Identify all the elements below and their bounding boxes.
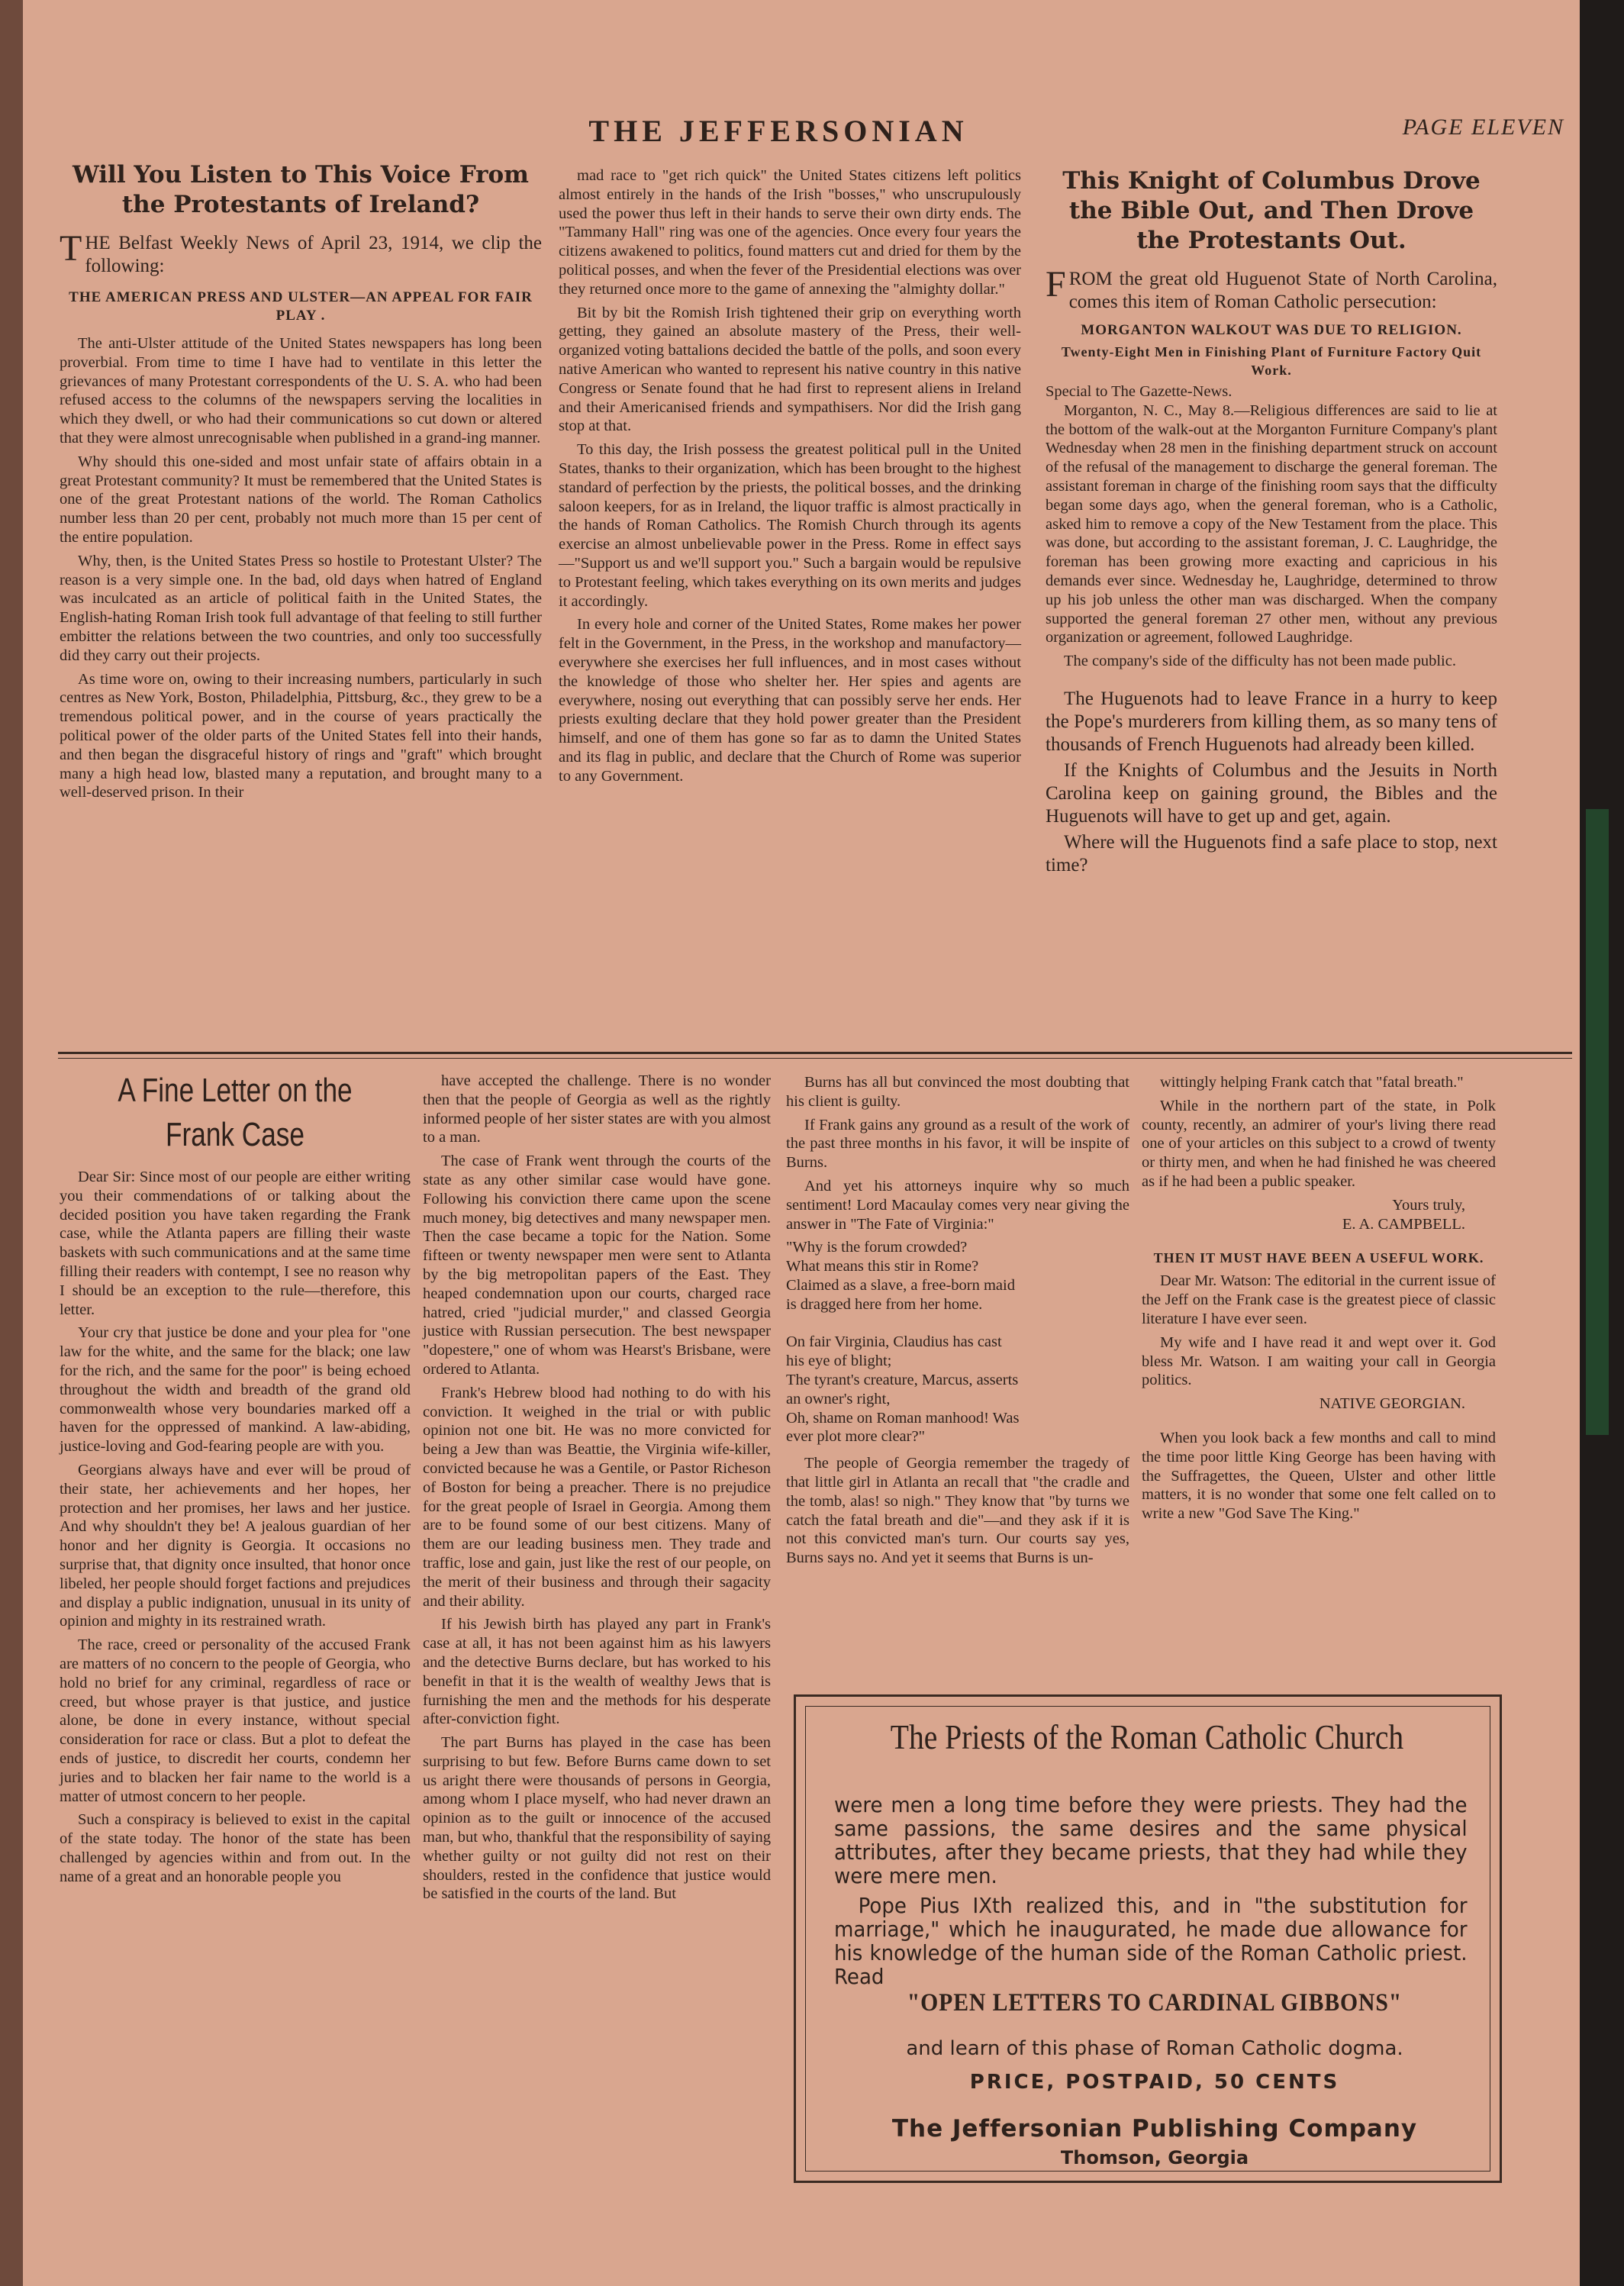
- verse-line: Claimed as a slave, a free-born maid: [786, 1276, 1015, 1294]
- article2-subhead: MORGANTON WALKOUT WAS DUE TO RELIGION.: [1081, 322, 1462, 338]
- binding-strip: [1586, 809, 1609, 1435]
- paragraph: The race, creed or personality of the accused Frank are matters of no concern to the people of Georgia, who hold no brief for any criminal, regardless of race or creed, but whose prayer is that justice, and justice alone, be done in every instance, without special consideration for race or class. But a plot to defeat the ends of justice, to discredit her courts, condemn her juries and to blacken her fair name to the world is a matter of utmost concern to her people.: [60, 1636, 411, 1805]
- paragraph: Frank's Hebrew blood had nothing to do with his conviction. It weighed in the trial or with public opinion not one bit. He was no more convicted for being a Jew than was Beattie, the Virginia wife-killer, convicted because he was a Gentile, or Pastor Richeson of Boston for being a preacher. There is no prejudice for the great people of Israel in Georgia. Among them are to be found some of our best citizens. Many of them are our leading business men. They trade and traffic, lose and gain, just like the rest of our people, on the merit of their business and through their sagacity and their ability.: [423, 1384, 771, 1610]
- paragraph: As time wore on, owing to their increasing numbers, particularly in such centres as New York, Boston, Philadelphia, Pittsburg, &c., they grew to be a tremendous political power, and in the course of years practically the political power of the older parts of the United States fell into their hands, and then began the disgraceful history of rings and "graft" which brought many a high head low, blasted many a reputation, and brought many to a well-deserved prison. In their: [60, 670, 542, 801]
- advertisement-box: [794, 1694, 1502, 2183]
- article3-col3-body: [786, 1073, 1129, 1233]
- paragraph: When you look back a few months and call to mind the time poor little King George has been having with the Suffragettes, the Queen, Ulster and other little matters, it is no wonder that some one felt called on to write a new "God Save The King.": [1142, 1429, 1496, 1523]
- page-left-edge: [0, 0, 23, 2286]
- advertisement-body: [834, 1793, 1468, 1994]
- paragraph: have accepted the challenge. There is no wonder then that the people of Georgia as well as the rightly informed people of her sister states are with you almost to a man.: [423, 1072, 771, 1146]
- paragraph: If the Knights of Columbus and the Jesuits in North Carolina keep on gaining ground, the Bibles and the Huguenots will have to get up and get, again.: [1046, 759, 1497, 827]
- advertisement-publisher: The Jeffersonian Publishing Company: [891, 2115, 1418, 2143]
- article1-subhead: THE AMERICAN PRESS AND ULSTER—AN APPEAL FOR FAIR PLAY .: [69, 289, 533, 324]
- article3-verse: [786, 1238, 1129, 1446]
- article2-column: [1046, 166, 1497, 880]
- advertisement-price: PRICE, POSTPAID, 50 CENTS: [969, 2071, 1340, 2094]
- article3-col4-end: [1142, 1429, 1496, 1523]
- article2-dateline: Special to The Gazette-News.: [1046, 383, 1232, 400]
- paragraph: If Frank gains any ground as a result of the work of the past three months in his favor, it will be inspite of Burns.: [786, 1116, 1129, 1172]
- newspaper-page: [23, 0, 1580, 2286]
- paragraph: Morganton, N. C., May 8.—Religious differences are said to lie at the bottom of the walk-out at the Morganton Furniture Company's plant Wednesday when 28 men in the finishing department struck on account of the refusal of the management to discharge the general foreman. The assistant foreman in charge of the finishing room says that the difficulty began some days ago, when the general foreman, who is a Catholic, asked him to remove a copy of the New Testament from the place. This was done, but according to the assistant foreman, J. C. Laughridge, the foreman has been growing more exacting and capricious in his demands ever since. Wednesday he, Laughridge, determined to throw up his job unless the other man was discharged. When the company supported the general foreman 27 other men, without any previous organization or agreement, followed Laughridge.: [1046, 401, 1497, 646]
- paragraph: The case of Frank went through the courts of the state as any other similar case would have gone. Following his conviction there came upon the scene much money, big detectives and many newspaper men. Then the case became a topic for the Nation. Some fifteen or twenty newspaper men were sent to Atlanta by the big metropolitan papers of the East. They heaped condemnation upon our courts, charged race hatred, cried "judicial murder," and classed Georgia justice with Russian persecution. The best newspaper "dopestere," one of whom was Hearst's Brisbane, were ordered to Atlanta.: [423, 1153, 771, 1378]
- section-divider: [58, 1052, 1572, 1054]
- article2-commentary: [1046, 688, 1497, 877]
- signature-campbell-closing: Yours truly,: [1392, 1196, 1465, 1214]
- paragraph: Georgians always have and ever will be proud of their state, her achievements and her hopes, her protection and her promises, her laws and her justice. And why shouldn't they be! A jealous guardian of her honor and her dignity is Georgia. It occasions no surprise that, that dignity once insulted, that honor once libeled, her people should forget factions and prejudices and display a public indignation, unusual in its unity of opinion and mighty in its restrained wrath.: [60, 1461, 411, 1630]
- article1-column1: [60, 160, 542, 807]
- article2-headline: This Knight of Columbus Drove the Bible Out, and Then Drove the Protestants Out.: [1062, 167, 1481, 254]
- advertisement-paragraph2: Pope Pius IXth realized this, and in "the substitution for marriage," which he inaugurated, he made due allowance for his knowledge of the human side of the Roman Catholic priest. Read: [834, 1893, 1468, 1989]
- article3-col4-body: [1142, 1073, 1496, 1191]
- article2-body: [1046, 401, 1497, 671]
- advertisement-paragraph1: were men a long time before they were priests. They had the same passions, the same desires and the same physical attributes, after they became priests, that they had while they were mere men.: [834, 1792, 1468, 1888]
- article3-col2-body: [423, 1072, 771, 1904]
- page-number: PAGE ELEVEN: [1402, 114, 1564, 140]
- article1-col2-body: [559, 166, 1021, 786]
- verse-line: is dragged here from her home.: [786, 1295, 983, 1313]
- paragraph: Why, then, is the United States Press so hostile to Protestant Ulster? The reason is a very simple one. In the bad, old days when hatred of England was inculcated as an article of political faith in the United States, the English-hating Roman Irish took full advantage of that feeling to still further embitter the relations between the two countries, and only too successfully did they carry out their projects.: [60, 552, 542, 664]
- paragraph: Burns has all but convinced the most doubting that his client is guilty.: [786, 1074, 1129, 1110]
- verse-line: his eye of blight;: [786, 1353, 892, 1370]
- verse-line: On fair Virginia, Claudius has cast: [786, 1333, 1002, 1351]
- signature-campbell: E. A. CAMPBELL.: [1342, 1215, 1465, 1233]
- verse-line: The tyrant's creature, Marcus, asserts: [786, 1371, 1019, 1388]
- article3-col1-body: [60, 1168, 411, 1886]
- paragraph: Dear Sir: Since most of our people are either writing you their commendations of or talking about the decided position you have taken regarding the Frank case, while the Atlanta papers are filling their waste baskets with such communications and at the same time filling their readers with contempt, I see no reason why I should be an exception to the rule—therefore, this letter.: [60, 1169, 411, 1318]
- verse-line: "Why is the forum crowded?: [786, 1239, 968, 1256]
- paragraph: My wife and I have read it and wept over it. God bless Mr. Watson. I am waiting your call in Georgia politics.: [1142, 1333, 1496, 1389]
- article1-column2: [559, 166, 1021, 791]
- article3-column1: [60, 1069, 411, 1891]
- paragraph: Why should this one-sided and most unfair state of affairs obtain in a great Protestant community? It must be remembered that the United States is one of the great Protestant nations of the world. The Roman Catholics number less than 20 per cent, probably not much more than 15 per cent of the entire population.: [60, 453, 542, 546]
- section-divider-thin: [58, 1058, 1572, 1059]
- signature-native-georgian: NATIVE GEORGIAN.: [1319, 1395, 1465, 1413]
- paragraph: If his Jewish birth has played any part in Frank's case at all, it has not been against him as his lawyers and the detective Burns declare, but has worked to his benefit in that it is the wealth of wealthy Jews that is furnishing the men and the methods for his desperate after-conviction fight.: [423, 1616, 771, 1728]
- article3-column2: [423, 1072, 771, 1908]
- paragraph: The people of Georgia remember the tragedy of that little girl in Atlanta an recall that "the cradle and the tomb, alas! so nigh." They know that "by turns we catch the fatal breath and die"—and they ask if it is not this convicted man's turn. Our courts say yes, Burns says no. And yet it seems that Burns is un-: [786, 1455, 1129, 1567]
- paragraph: The Huguenots had to leave France in a hurry to keep the Pope's murderers from killing them, as so many tens of thousands of French Huguenots had already been killed.: [1046, 688, 1497, 755]
- article2-subhead2: Twenty-Eight Men in Finishing Plant of Furniture Factory Quit Work.: [1061, 344, 1482, 378]
- paragraph: In every hole and corner of the United States, Rome makes her power felt in the Government, in the Press, in the workshop and manufactory—everywhere she exercises her full influences, and in most cases without the knowledge of those who shelter her. Her spies and agents are everywhere, nosing out everything that can possibly serve her ends. Her priests exulting declare that they hold power greater than the President himself, and one of them has gone so far as to damn the United States and its flag in public, and declare that the Church of Rome was superior to any Government.: [559, 616, 1021, 785]
- article3-column4: [1142, 1073, 1496, 1528]
- paragraph: The anti-Ulster attitude of the United States newspapers has long been proverbial. From time to time I have had to ventilate in this letter the grievances of many Protestant correspondents of the U. S. A. who had been refused access to the columns of the newspapers serving the localities in which they dwell, or who had their communications so cut down or altered that they were almost unrecognisable when published in a grand-ing manner.: [60, 335, 542, 447]
- article2-drop-cap: F: [1046, 264, 1066, 305]
- paragraph: The part Burns has played in the case has been surprising to but few. Before Burns came down to set us aright there were thousands of persons in Georgia, among whom I place myself, who had never drawn an opinion as to the guilt or innocence of the accused man, but who, thankful that the responsibility of saying whether guilty or not guilty did not rest on their shoulders, rested in the confidence that justice would be satisfied in the courts of the land. But: [423, 1734, 771, 1903]
- article1-lead: THE Belfast Weekly News of April 23, 1914, we clip the following:: [60, 228, 542, 276]
- paragraph: Such a conspiracy is believed to exist in the capital of the state today. The honor of the state has been challenged by agencies within and from out. In the name of a great and an honorable people you: [60, 1811, 411, 1885]
- advertisement-city: Thomson, Georgia: [1060, 2147, 1249, 2168]
- paragraph: Where will the Huguenots find a safe place to stop, next time?: [1046, 831, 1497, 875]
- paragraph: And yet his attorneys inquire why so much sentiment! Lord Macaulay comes very near giving the answer in "The Fate of Virginia:": [786, 1177, 1129, 1233]
- paragraph: Dear Mr. Watson: The editorial in the current issue of the Jeff on the Frank case is the greatest piece of classic literature I have ever seen.: [1142, 1272, 1496, 1327]
- article1-headline: Will You Listen to This Voice From the Protestants of Ireland?: [72, 161, 529, 218]
- article3-column3: [786, 1073, 1129, 1572]
- paragraph: To this day, the Irish possess the greatest political pull in the United States, thanks to their organization, which has been brought to the highest standard of perfection by the priests, the political bosses, and the drinking saloon keepers, for as in Ireland, the liquor traffic is almost practically in the hands of Roman Catholics. The Romish Church through its agents exercise an almost unbelievable power in the Press. Rome in effect says—"Support us and we'll support you." Such a bargain would be repulsive to Protestant feeling, which takes everything on its own merits and judges it accordingly.: [559, 441, 1021, 610]
- article2-lead: FROM the great old Huguenot State of North Carolina, comes this item of Roman Catholic persecution:: [1046, 264, 1497, 312]
- paragraph: Bit by bit the Romish Irish tightened their grip on everything worth getting, they gained an absolute mastery of the Press, their well-organized voting battalions decided the battle of the polls, and soon every native American who wanted to represent his native country in this native Congress or Senate found that he had first to represent aliens in Ireland and their Americanised friends and sympathisers. Nor did the Irish gang stop at that.: [559, 304, 1021, 435]
- paragraph: While in the northern part of the state, in Polk county, recently, an admirer of your's living there read one of your articles on this subject to a crowd of twenty or thirty men, and when he had finished he was cheered as if he had been a public speaker.: [1142, 1097, 1496, 1190]
- article1-drop-cap: T: [60, 228, 82, 269]
- advertisement-book-title: "OPEN LETTERS TO CARDINAL GIBBONS": [907, 1989, 1403, 2017]
- article3-headline: A Fine Letter on the Frank Case: [118, 1072, 353, 1153]
- verse-line: What means this stir in Rome?: [786, 1258, 979, 1275]
- paragraph: Your cry that justice be done and your plea for "one law for the white, and the same for the black; one law for the rich, and the same for the poor" is being echoed throughout the width and breadth of the grand old commonwealth whose very boundaries marked off a haven for the oppressed of mankind. A law-abiding, justice-loving and God-fearing people are with you.: [60, 1324, 411, 1456]
- masthead: THE JEFFERSONIAN: [588, 114, 968, 148]
- verse-line: Oh, shame on Roman manhood! Was: [786, 1409, 1020, 1427]
- article1-col1-body: [60, 334, 542, 802]
- paragraph: wittingly helping Frank catch that "fatal breath.": [1160, 1074, 1464, 1091]
- article3-col3-after: [786, 1454, 1129, 1568]
- advertisement-learn: and learn of this phase of Roman Catholic dogma.: [906, 2037, 1403, 2060]
- verse-line: [786, 1314, 1129, 1333]
- paragraph: mad race to "get rich quick" the United States citizens left politics almost entirely in the hands of the Irish "bosses," who unscrupulously used the power thus left in their hands to serve their own dirty ends. The "Tammany Hall" ring was one of the agencies. Once every four years the citizens awakened to politics, found matters cut and dried for them by the political posses, and when the fever of the Presidential elections was over they returned once more to the game of annexing the "almighty dollar.": [559, 167, 1021, 298]
- article3-col4-letter: [1142, 1272, 1496, 1390]
- verse-line: an owner's right,: [786, 1390, 891, 1407]
- article3-subhead: THEN IT MUST HAVE BEEN A USEFUL WORK.: [1153, 1250, 1484, 1266]
- advertisement-title: The Priests of the Roman Catholic Church: [890, 1717, 1404, 1756]
- paragraph: The company's side of the difficulty has not been made public.: [1064, 653, 1456, 670]
- verse-line: ever plot more clear?": [786, 1428, 925, 1446]
